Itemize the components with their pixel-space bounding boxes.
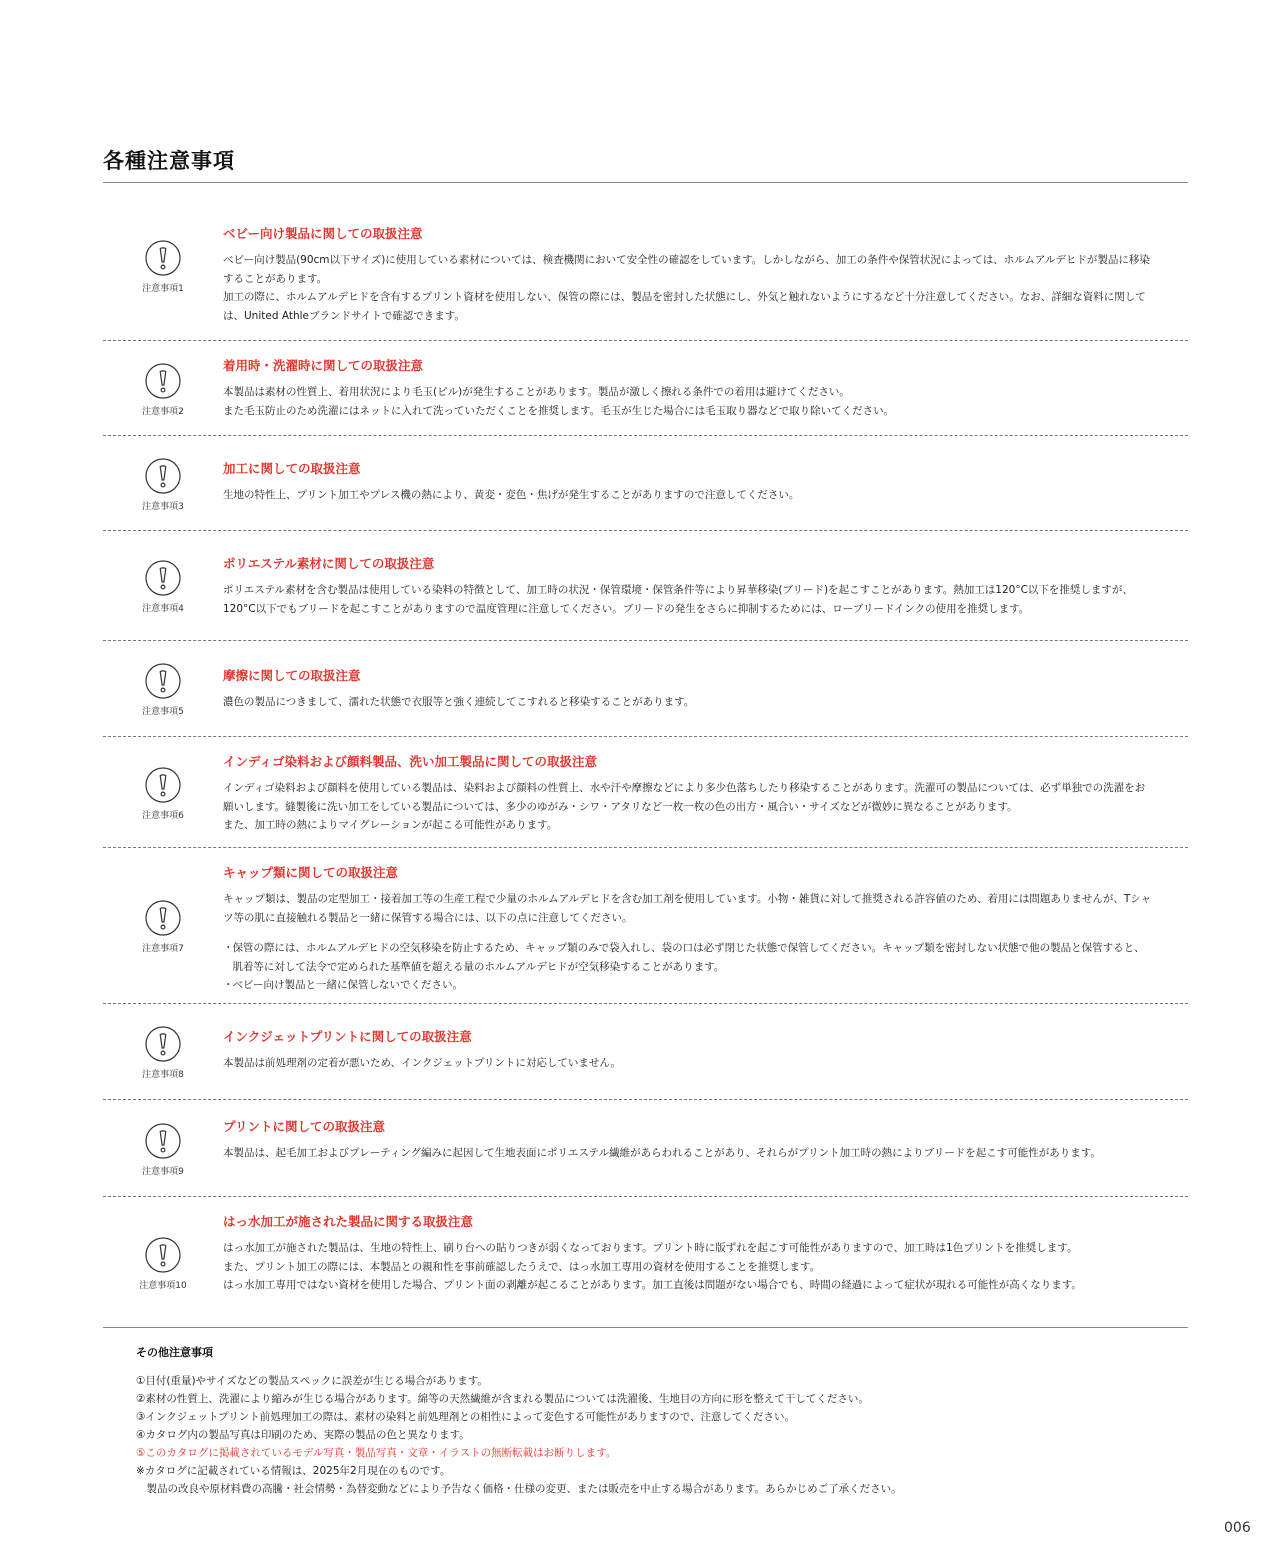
notice-item	[103, 1197, 1188, 1328]
notice-item	[103, 183, 1188, 341]
notice-icon-column	[103, 1197, 223, 1327]
notice-text: また毛玉防止のため洗濯にはネットに入れて洗っていただくことを推奨します。毛玉が生じた場合には毛玉取り器などで取り除いてください。	[223, 404, 895, 417]
notice-bullet: ・ ベビー向け製品と一緒に保管しないでください。	[223, 976, 1154, 995]
other-note-item: ④カタログ内の製品写真は印刷のため、実際の製品の色と異なります。	[136, 1429, 470, 1441]
notice-body	[223, 183, 1188, 340]
exclamation-circle-icon	[144, 1236, 182, 1274]
notice-item	[103, 1004, 1188, 1100]
notice-item	[103, 436, 1188, 531]
notice-text: ポリエステル素材を含む製品は使用している染料の特徴として、加工時の状況・保管環境・保管条件等により昇華移染(ブリード)を起こすことがあります。熱加工は120°C以下を推奨しますが、120°C以下でもブリードを起こすことがありますので温度管理に注意してください。ブリードの発生をさらに抑制するためには、ローブリードインクの使用を推奨します。	[223, 584, 1133, 615]
notice-number-label: 注意事項3	[142, 501, 184, 512]
notice-title: ベビー向け製品に関しての取扱注意	[223, 226, 423, 241]
notice-text: 本製品は、起毛加工およびプレーティング編みに起因して生地表面にポリエステル繊維があらわれることがあり、それらがプリント加工時の熱によりブリードを起こす可能性があります。	[223, 1147, 1101, 1159]
notice-icon-column	[103, 737, 223, 847]
notice-title: ポリエステル素材に関しての取扱注意	[223, 556, 435, 571]
notice-number-label: 注意事項7	[142, 944, 184, 954]
notice-number-label: 注意事項9	[142, 1166, 184, 1177]
exclamation-circle-icon	[144, 766, 182, 804]
exclamation-circle-icon	[144, 457, 182, 495]
notice-item	[103, 341, 1188, 436]
exclamation-circle-icon	[144, 662, 182, 700]
notice-icon-column	[103, 1004, 223, 1099]
notice-body	[223, 1100, 1188, 1196]
notice-title: 加工に関しての取扱注意	[223, 461, 361, 476]
notice-title: インクジェットプリントに関しての取扱注意	[223, 1029, 472, 1044]
notice-list	[103, 183, 1188, 1328]
notice-number-label: 注意事項5	[142, 707, 184, 717]
notice-text: ベビー向け製品(90cm以下サイズ)に使用している素材については、検査機関において安全性の確認をしています。しかしながら、加工の条件や保管状況によっては、ホルムアルデヒドが製品に移染することがあります。	[223, 254, 1150, 285]
page-number: 006	[1224, 1520, 1251, 1536]
footnote-disclaimer: 製品の改良や原材料費の高騰・社会情勢・為替変動などにより予告なく価格・仕様の変更、または販売を中止する場合があります。あらかじめご了承ください。	[146, 1483, 902, 1495]
notice-text: キャップ類は、製品の定型加工・接着加工等の生産工程で少量のホルムアルデヒドを含む加工剤を使用しています。小物・雑貨に対して推奨される許容値のため、着用には問題ありませんが、Tシャツ等の肌に直接触れる製品と一緒に保管する場合には、以下の点に注意してください。	[223, 893, 1152, 924]
other-note-item: ③インクジェットプリント前処理加工の際は、素材の染料と前処理剤との相性によって変色する可能性がありますので、注意してください。	[136, 1411, 796, 1423]
exclamation-circle-icon	[144, 899, 182, 937]
notice-item	[103, 848, 1188, 1004]
exclamation-circle-icon	[144, 1122, 182, 1160]
other-notes-title: その他注意事項	[136, 1346, 213, 1359]
notice-number-label: 注意事項2	[142, 406, 184, 417]
notice-body	[223, 848, 1188, 1003]
notice-icon-column	[103, 341, 223, 435]
notice-text: インディゴ染料および顔料を使用している製品は、染料および顔料の性質上、水や汗や摩擦などにより多少色落ちしたり移染することがあります。洗濯可の製品については、必ず単独での洗濯をお願いします。縫製後に洗い加工をしている製品については、多少のゆがみ・シワ・アタリなど一枚一枚の色の出方・風合い・サイズなどが微妙に異なることがあります。	[223, 782, 1146, 813]
notice-item	[103, 737, 1188, 848]
page-title: 各種注意事項	[103, 149, 235, 173]
notice-body	[223, 641, 1188, 736]
notice-body	[223, 531, 1188, 640]
notice-body	[223, 1004, 1188, 1099]
notice-icon-column	[103, 641, 223, 736]
notice-title: 着用時・洗濯時に関しての取扱注意	[223, 358, 424, 373]
notice-text: 濃色の製品につきまして、濡れた状態で衣服等と強く連続してこすれると移染することがあります。	[223, 696, 695, 708]
notice-body	[223, 1197, 1188, 1327]
notice-text: はっ水加工が施された製品は、生地の特性上、刷り台への貼りつきが弱くなっております。プリント時に版ずれを起こす可能性がありますので、加工時は1色プリントを推奨します。	[223, 1242, 1078, 1254]
notice-icon-column	[103, 1100, 223, 1196]
other-note-item: ②素材の性質上、洗濯により縮みが生じる場合があります。綿等の天然繊維が含まれる製品については洗濯後、生地目の方向に形を整えて干してください。	[136, 1393, 869, 1405]
notice-number-label: 注意事項6	[142, 810, 184, 821]
notice-number-label: 注意事項4	[142, 604, 184, 614]
notice-title: プリントに関しての取扱注意	[223, 1119, 386, 1134]
notice-item	[103, 531, 1188, 641]
notice-body	[223, 341, 1188, 435]
notice-bullet: ・ 保管の際には、ホルムアルデヒドの空気移染を防止するため、キャップ類のみで袋入れし、袋の口は必ず閉じた状態で保管してください。キャップ類を密封しない状態で他の製品と保管すると、肌着等に対して法令で定められた基準値を超える量のホルムアルデヒドが空気移染することがあります。	[223, 939, 1154, 976]
notice-icon-column	[103, 436, 223, 530]
exclamation-circle-icon	[144, 362, 182, 400]
other-notes-section	[136, 1344, 1196, 1498]
notice-text: はっ水加工専用ではない資材を使用した場合、プリント面の剥離が起こることがあります。加工直後は問題がない場合でも、時間の経過によって症状が現れる可能性が高くなります。	[223, 1279, 1082, 1291]
exclamation-circle-icon	[144, 1025, 182, 1063]
exclamation-circle-icon	[144, 559, 182, 597]
notice-title: インディゴ染料および顔料製品、洗い加工製品に関しての取扱注意	[223, 754, 598, 769]
notice-number-label: 注意事項10	[139, 1280, 187, 1291]
notice-title: はっ水加工が施された製品に関する取扱注意	[223, 1214, 474, 1229]
notice-text: 本製品は素材の性質上、着用状況により毛玉(ピル)が発生することがあります。製品が激しく擦れる条件での着用は避けてください。	[223, 386, 850, 398]
exclamation-circle-icon	[144, 239, 182, 277]
notice-body	[223, 436, 1188, 530]
notice-text: また、加工時の熱によりマイグレーションが起こる可能性があります。	[223, 819, 558, 831]
notice-text: 生地の特性上、プリント加工やプレス機の熱により、黄変・変色・焦げが発生することがありますので注意してください。	[223, 489, 800, 501]
notice-icon-column	[103, 183, 223, 340]
notice-item	[103, 641, 1188, 737]
copyright-note: ⑤このカタログに掲載されているモデル写真・製品写真・文章・イラストの無断転載はお断りします。	[136, 1447, 617, 1459]
notice-title: 摩擦に関しての取扱注意	[223, 668, 361, 683]
notice-body	[223, 737, 1188, 847]
notice-icon-column	[103, 848, 223, 1003]
other-note-item: ①目付(重量)やサイズなどの製品スペックに誤差が生じる場合があります。	[136, 1375, 488, 1387]
notice-bullet-list	[223, 939, 1154, 995]
notice-number-label: 注意事項1	[142, 284, 184, 294]
footnote-date: ※カタログに記載されている情報は、2025年2月現在のものです。	[136, 1465, 451, 1477]
notice-text: 加工の際に、ホルムアルデヒドを含有するプリント資材を使用しない、保管の際には、製品を密封した状態にし、外気と触れないようにするなど十分注意してください。なお、詳細な資料に関しては、United Athleブランドサイトで確認できます。	[223, 291, 1146, 322]
notice-text: 本製品は前処理剤の定着が悪いため、インクジェットプリントに対応していません。	[223, 1057, 622, 1069]
notice-title: キャップ類に関しての取扱注意	[223, 865, 399, 880]
notice-icon-column	[103, 531, 223, 640]
notice-number-label: 注意事項8	[142, 1070, 184, 1080]
notice-text: また、プリント加工の際には、本製品との親和性を事前確認したうえで、はっ水加工専用の資材を使用することを推奨します。	[223, 1260, 821, 1273]
notice-item	[103, 1100, 1188, 1197]
